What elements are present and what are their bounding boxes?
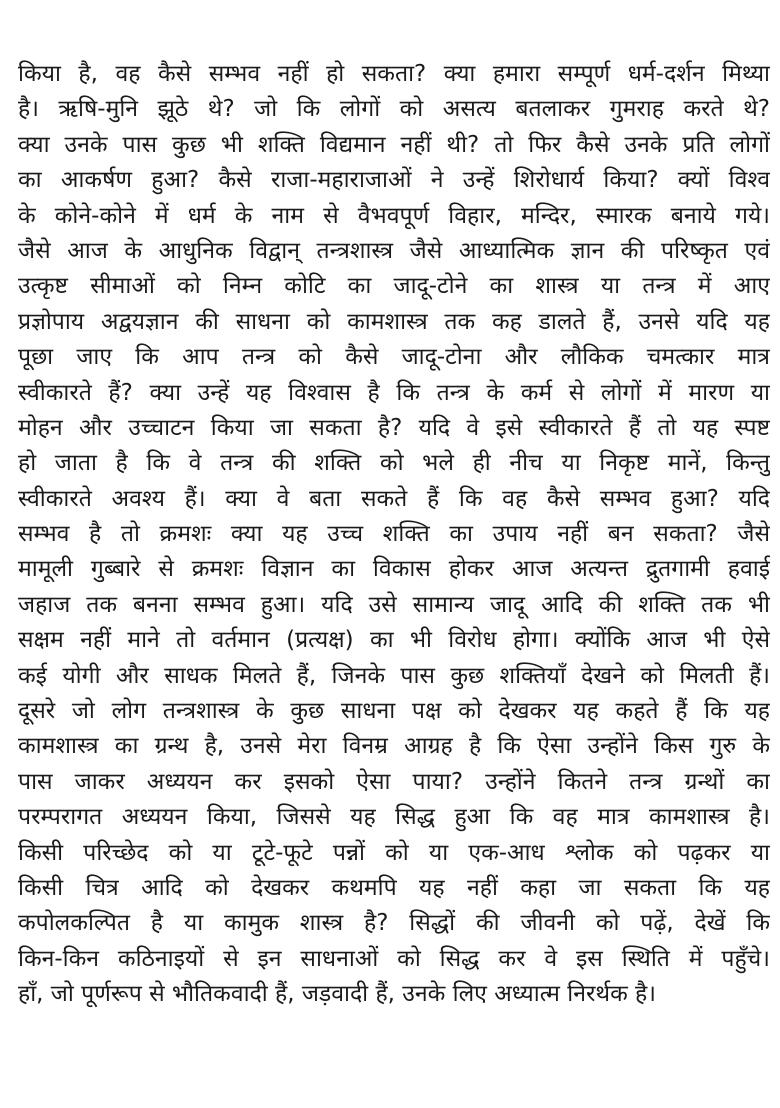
text-line-12: हो जाता है कि वे तन्त्र की शक्ति को भले ही नीच या निकृष्ट मानें, किन्तु	[18, 450, 770, 477]
text-line-9: पूछा जाए कि आप तन्त्र को कैसे जादू-टोना और लौकिक चमत्कार मात्र	[18, 344, 770, 371]
text-line-21: पास जाकर अध्ययन कर इसको ऐसा पाया? उन्होंने कितने तन्त्र ग्रन्थों का	[18, 768, 770, 795]
text-line-2: है। ऋषि-मुनि झूठे थे? जो कि लोगों को असत्य बतलाकर गुमराह करते थे?	[18, 96, 770, 123]
text-line-25: कपोलकल्पित है या कामुक शास्त्र है? सिद्धों की जीवनी को पढ़ें, देखें कि	[18, 910, 770, 937]
text-line-20: कामशास्त्र का ग्रन्थ है, उनसे मेरा विनम्र आग्रह है कि ऐसा उन्होंने किस गुरु के	[18, 733, 770, 760]
text-line-7: उत्कृष्ट सीमाओं को निम्न कोटि का जादू-टोने का शास्त्र या तन्त्र में आए	[18, 273, 770, 300]
text-line-17: सक्षम नहीं माने तो वर्तमान (प्रत्यक्ष) का भी विरोध होगा। क्योंकि आज भी ऐसे	[18, 627, 770, 654]
text-line-4: का आकर्षण हुआ? कैसे राजा-महाराजाओं ने उन्हें शिरोधार्य किया? क्यों विश्व	[18, 167, 770, 194]
text-line-1: किया है, वह कैसे सम्भव नहीं हो सकता? क्या हमारा सम्पूर्ण धर्म-दर्शन मिथ्या	[18, 61, 770, 87]
text-line-13: स्वीकारते अवश्य हैं। क्या वे बता सकते हैं कि वह कैसे सम्भव हुआ? यदि	[18, 485, 770, 512]
body-text	[18, 57, 770, 1013]
text-line-11: मोहन और उच्चाटन किया जा सकता है? यदि वे इसे स्वीकारते हैं तो यह स्पष्ट	[18, 414, 770, 441]
text-line-18: कई योगी और साधक मिलते हैं, जिनके पास कुछ शक्तियाँ देखने को मिलती हैं।	[18, 662, 770, 689]
text-line-8: प्रज्ञोपाय अद्वयज्ञान की साधना को कामशास्त्र तक कह डालते हैं, उनसे यदि यह	[18, 308, 770, 335]
text-line-3: क्या उनके पास कुछ भी शक्ति विद्यमान नहीं थी? तो फिर कैसे उनके प्रति लोगों	[18, 131, 770, 158]
text-line-26: किन-किन कठिनाइयों से इन साधनाओं को सिद्ध कर वे इस स्थिति में पहुँचे।	[18, 945, 770, 972]
text-line-15: मामूली गुब्बारे से क्रमशः विज्ञान का विकास होकर आज अत्यन्त द्रुतगामी हवाई	[18, 556, 770, 583]
text-line-6: जैसे आज के आधुनिक विद्वान् तन्त्रशास्त्र जैसे आध्यात्मिक ज्ञान की परिष्कृत एवं	[18, 237, 770, 264]
text-line-10: स्वीकारते हैं? क्या उन्हें यह विश्वास है कि तन्त्र के कर्म से लोगों में मारण या	[18, 379, 770, 406]
text-line-14: सम्भव है तो क्रमशः क्या यह उच्च शक्ति का उपाय नहीं बन सकता? जैसे	[18, 521, 770, 548]
text-line-23: किसी परिच्छेद को या टूटे-फूटे पन्नों को या एक-आध श्लोक को पढ़कर या	[18, 839, 770, 866]
text-line-19: दूसरे जो लोग तन्त्रशास्त्र के कुछ साधना पक्ष को देखकर यह कहते हैं कि यह	[18, 698, 770, 725]
text-line-22: परम्परागत अध्ययन किया, जिससे यह सिद्ध हुआ कि वह मात्र कामशास्त्र है।	[18, 804, 770, 831]
text-line-27: हाँ, जो पूर्णरूप से भौतिकवादी हैं, जड़वादी हैं, उनके लिए अध्यात्म निरर्थक है।	[18, 981, 656, 1008]
text-line-5: के कोने-कोने में धर्म के नाम से वैभवपूर्ण विहार, मन्दिर, स्मारक बनाये गये।	[18, 202, 770, 229]
text-line-24: किसी चित्र आदि को देखकर कथमपि यह नहीं कहा जा सकता कि यह	[18, 874, 770, 901]
text-line-16: जहाज तक बनना सम्भव हुआ। यदि उसे सामान्य जादू आदि की शक्ति तक भी	[18, 591, 770, 618]
